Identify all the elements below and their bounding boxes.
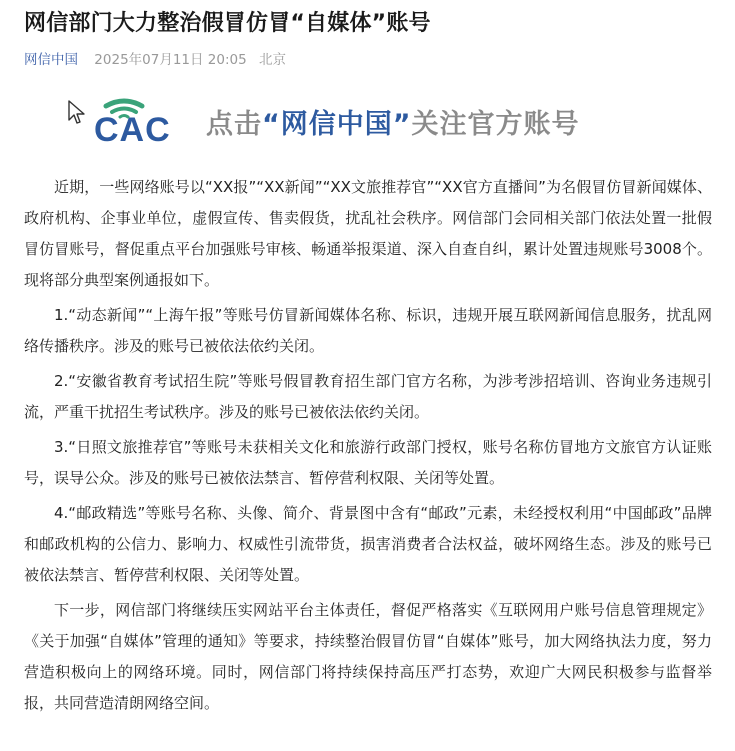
cursor-icon xyxy=(68,100,86,126)
cac-logo xyxy=(94,101,171,147)
source-link[interactable]: 网信中国 xyxy=(24,52,78,68)
follow-suffix: 关注官方账号 xyxy=(411,109,580,140)
paragraph-case-3: 3.“日照文旅推荐官”等账号未获相关文化和旅游行政部门授权，账号名称仿冒地方文旅官方认证账号，误导公众。涉及的账号已被依法禁言、暂停营利权限、关闭等处置。 xyxy=(24,438,712,487)
paragraph-intro: 近期，一些网络账号以“XX报”“XX新闻”“XX文旅推荐官”“XX官方直播间”为名假冒仿冒新闻媒体、政府机构、企事业单位，虚假宣传、售卖假货，扰乱社会秩序。网信部门会同相关部门依法处置一批假冒仿冒账号，督促重点平台加强账号审核、畅通举报渠道、深入自查自纠，累计处置违规账号3008个。现将部分典型案例通报如下。 xyxy=(24,178,712,289)
article-title: 网信部门大力整治假冒仿冒“自媒体”账号 xyxy=(24,11,431,36)
follow-prefix: 点击 xyxy=(206,109,262,140)
publish-date: 2025年07月11日 20:05 xyxy=(94,52,247,68)
paragraph-case-4: 4.“邮政精选”等账号名称、头像、简介、背景图中含有“邮政”元素，未经授权利用“中国邮政”品牌和邮政机构的公信力、影响力、权威性引流带货，损害消费者合法权益，破坏网络生态。涉及的账号已被依法禁言、暂停营利权限、关闭等处置。 xyxy=(24,504,712,584)
publish-location: 北京 xyxy=(259,52,287,68)
paragraph-case-2: 2.“安徽省教育考试招生院”等账号假冒教育招生部门官方名称，为涉考涉招培训、咨询业务违规引流，严重干扰招生考试秩序。涉及的账号已被依法依约关闭。 xyxy=(24,372,712,421)
follow-prompt[interactable] xyxy=(206,102,580,141)
article-meta xyxy=(24,48,286,68)
paragraph-case-1: 1.“动态新闻”“上海午报”等账号仿冒新闻媒体名称、标识，违规开展互联网新闻信息服务，扰乱网络传播秩序。涉及的账号已被依法依约关闭。 xyxy=(24,306,712,355)
paragraph-next-steps: 下一步，网信部门将继续压实网站平台主体责任，督促严格落实《互联网用户账号信息管理规定》《关于加强“自媒体”管理的通知》等要求，持续整治假冒仿冒“自媒体”账号，加大网络执法力度，努力营造积极向上的网络环境。同时，网信部门将持续保持高压严打态势，欢迎广大网民积极参与监督举报，共同营造清朗网络空间。 xyxy=(24,601,712,712)
cac-logo-text: CAC xyxy=(94,111,171,147)
article-body xyxy=(24,172,712,723)
follow-account-name: “网信中国” xyxy=(262,109,412,140)
